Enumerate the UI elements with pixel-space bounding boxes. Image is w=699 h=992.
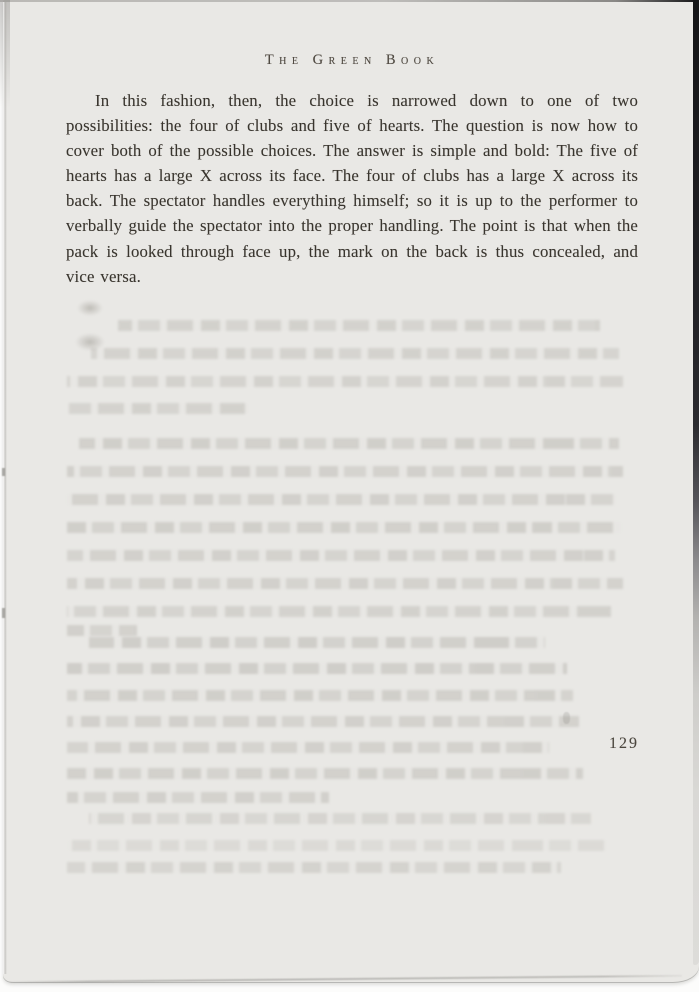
- bleedthrough-line: [67, 690, 573, 701]
- bleedthrough-line: [67, 606, 611, 617]
- scan-top-edge: [0, 0, 699, 2]
- bleedthrough-line: [67, 403, 249, 414]
- bleedthrough-line: [67, 578, 623, 589]
- book-edge-shadow: [693, 0, 699, 965]
- bleedthrough-line: [67, 840, 607, 851]
- page-left-edge-shadow: [3, 2, 7, 974]
- bleedthrough-line: [67, 625, 137, 636]
- bleedthrough-line: [67, 663, 567, 674]
- book-page: [3, 0, 699, 982]
- body-paragraph: In this fashion, then, the choice is narrowed down to one of two possibilities: the four of clubs and five of hearts. The question is now how to cover both of the possible choices. The answer is simple and bold: The five of hearts has a large X across its face. The four of clubs has a large X across its back. The spectator handles everything himself; so it is up to the performer to verbally guide the spectator into the proper handling. The point is that when the pack is looked through face up, the mark on the back is thus concealed, and vice versa.: [66, 91, 638, 286]
- scan-speck: [2, 468, 5, 476]
- ink-speck: [563, 712, 570, 724]
- bleedthrough-line: [67, 466, 623, 477]
- bleedthrough-line: [67, 716, 579, 727]
- bleedthrough-line: [67, 376, 623, 387]
- running-header: The Green Book: [264, 52, 440, 68]
- bleedthrough-line: [67, 742, 549, 753]
- bleedthrough-line: [67, 522, 621, 533]
- bleedthrough-line: [89, 637, 545, 648]
- bleedthrough-line: [67, 550, 615, 561]
- bleedthrough-line: [67, 792, 329, 803]
- scan-speck: [2, 608, 5, 618]
- bleedthrough-line: [67, 862, 561, 873]
- bleedthrough-line: [91, 348, 619, 359]
- page-number: 129: [609, 735, 639, 752]
- bleedthrough-line: [67, 494, 615, 505]
- bleedthrough-line: [79, 438, 619, 449]
- bleedthrough-line: [118, 320, 600, 331]
- ink-smudge: [77, 300, 103, 316]
- ink-smudge: [75, 333, 105, 351]
- bleedthrough-line: [67, 768, 583, 779]
- bleedthrough-line: [89, 813, 591, 824]
